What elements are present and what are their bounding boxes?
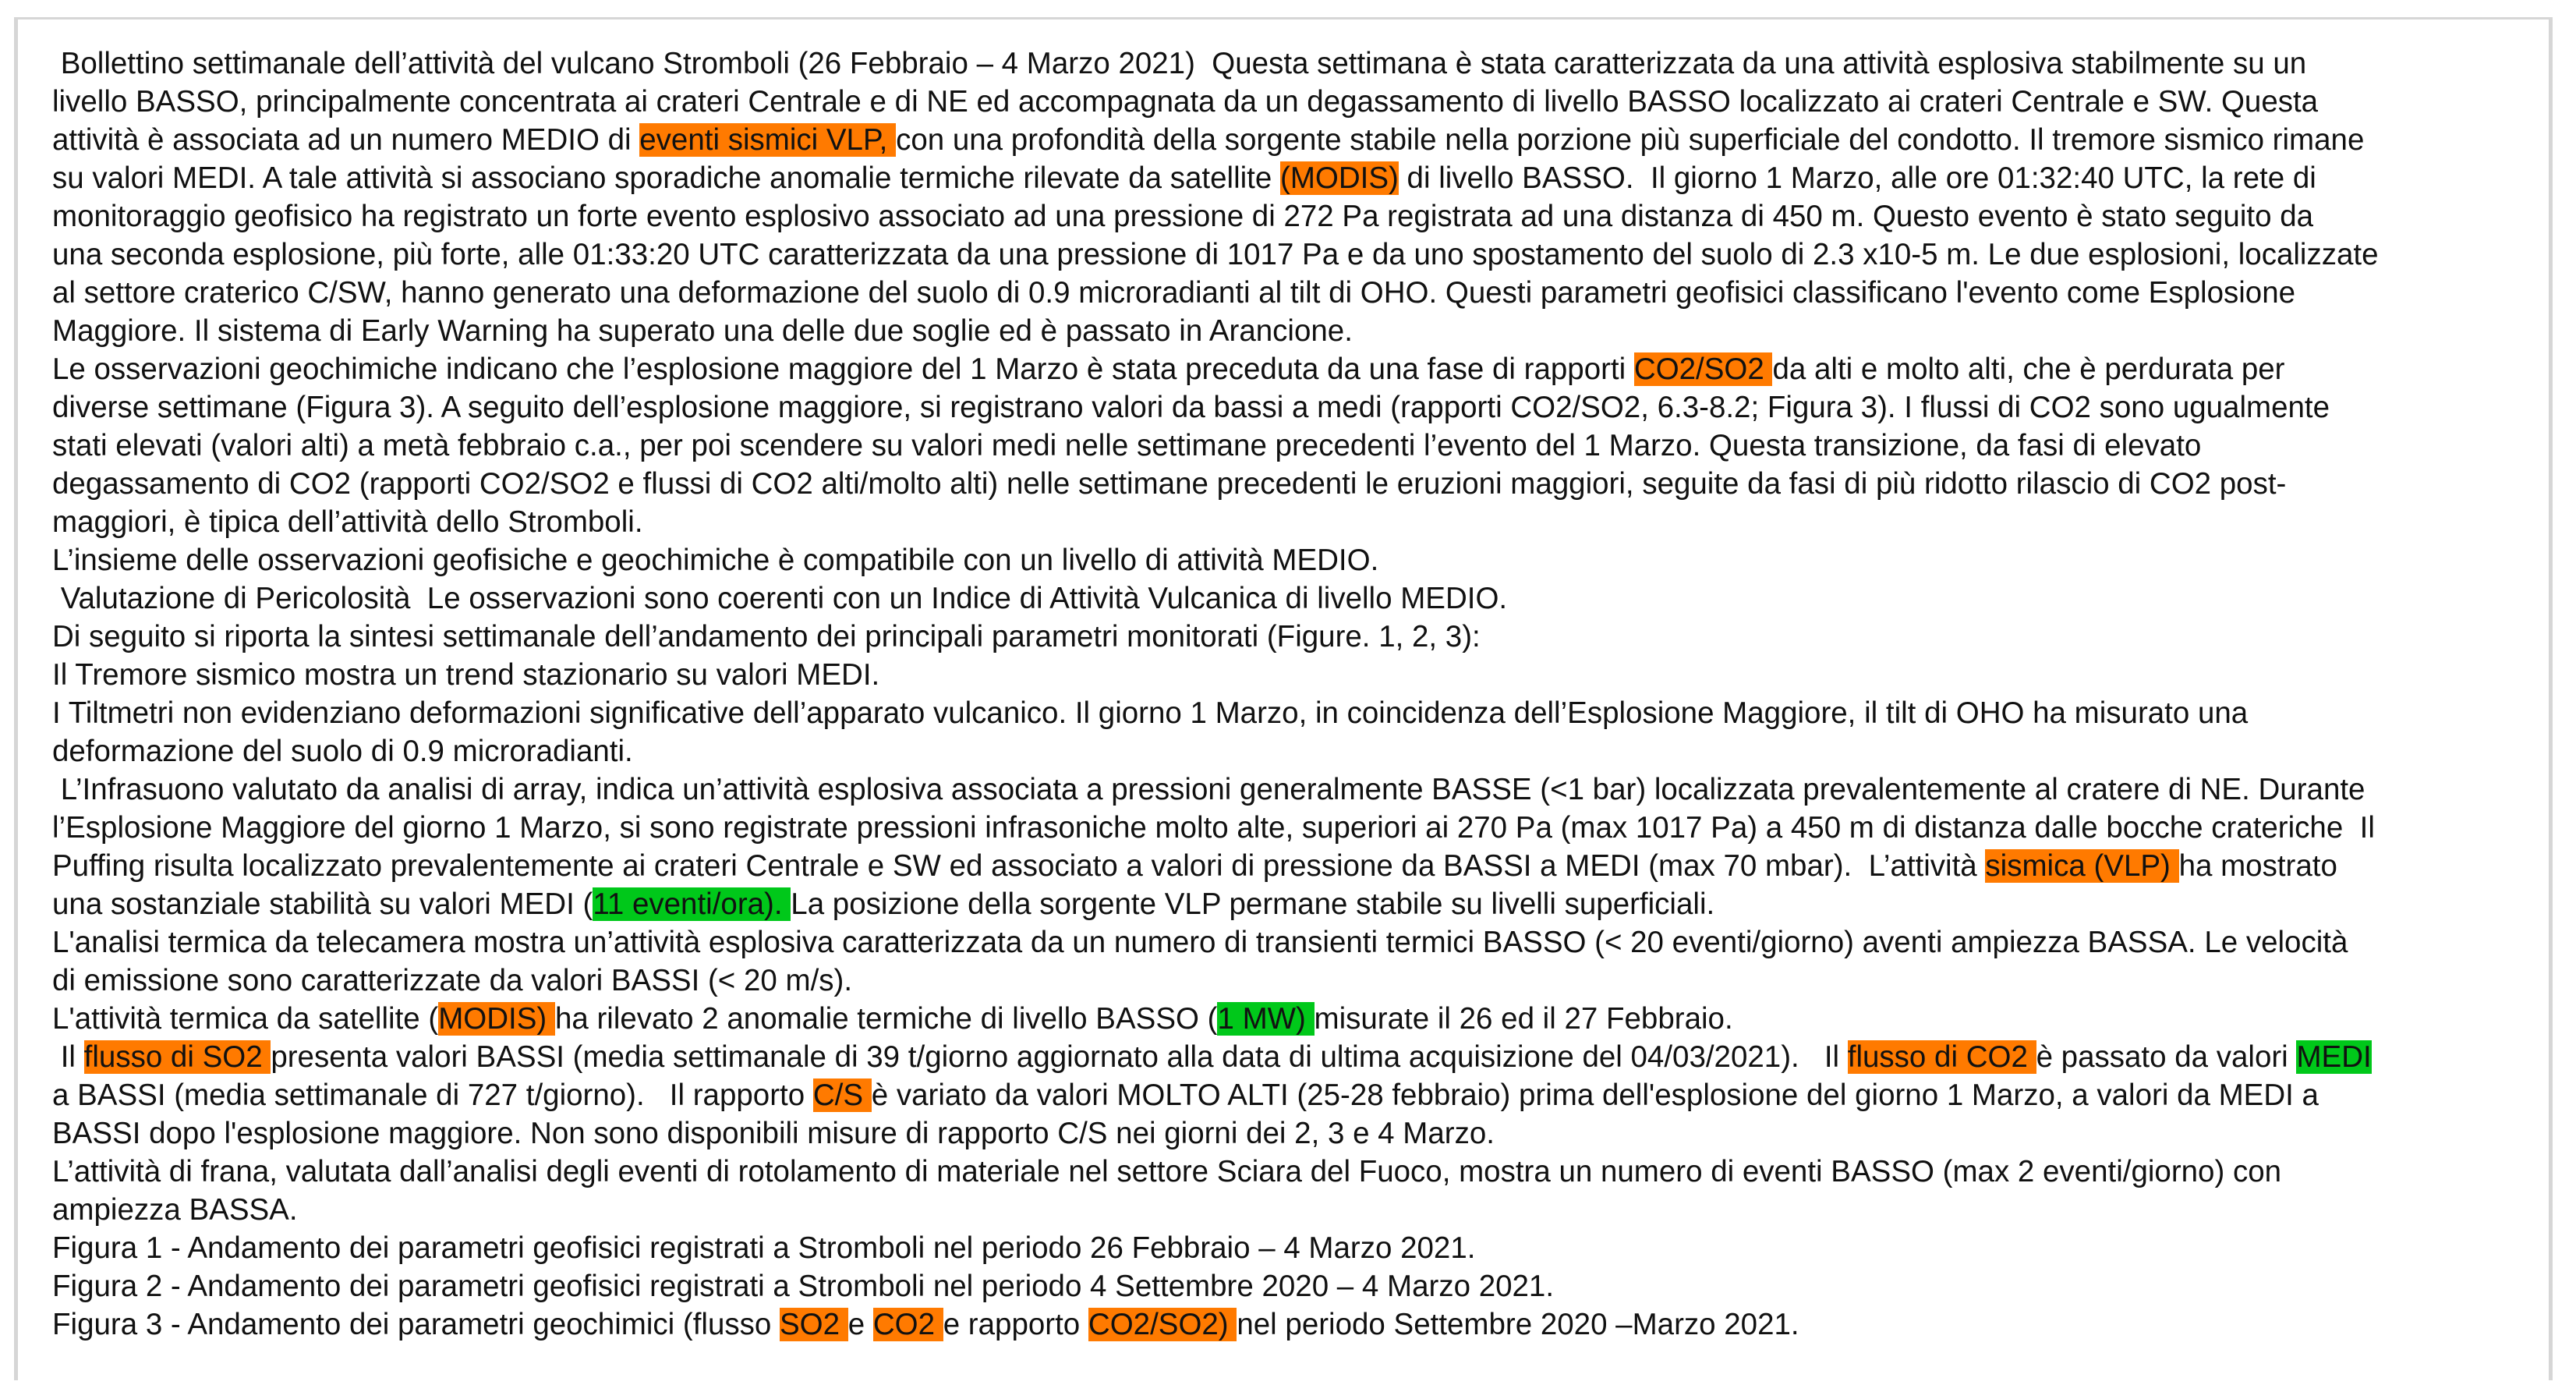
orange-highlight: MODIS) (438, 1002, 555, 1036)
text-line (52, 1229, 2379, 1267)
text-segment: L’attività di frana, valutata dall’analisi degli eventi di rotolamento di materiale nel settore Sciara del Fuoco, mostra un numero di eventi BASSO (max 2 eventi/giorno) con (52, 1155, 2282, 1188)
text-segment: Maggiore. Il sistema di Early Warning ha superato una delle due soglie ed è passato in Arancione. (52, 314, 1353, 348)
text-line (52, 388, 2379, 427)
text-line (52, 236, 2379, 274)
text-line (52, 1191, 2379, 1229)
text-segment: Figura 2 - Andamento dei parametri geofisici registrati a Stromboli nel periodo 4 Settembre 2020 – 4 Marzo 2021. (52, 1270, 1555, 1303)
orange-highlight: CO2 (872, 1308, 943, 1341)
text-segment: nel periodo Settembre 2020 –Marzo 2021. (1237, 1308, 1799, 1341)
text-segment: monitoraggio geofisico ha registrato un forte evento esplosivo associato ad una pressione di 272 Pa registrata ad una distanza di 450 m. Questo evento è stato seguito da (52, 200, 2314, 233)
text-segment: diverse settimane (Figura 3). A seguito dell’esplosione maggiore, si registrano valori da bassi a medi (rapporti CO2/SO2, 6.3-8.2; Figura 3). I flussi di CO2 sono ugualmente (52, 391, 2330, 424)
text-segment: deformazione del suolo di 0.9 microradianti. (52, 735, 633, 768)
green-highlight: 1 MW) (1217, 1002, 1315, 1036)
text-line (52, 732, 2379, 770)
text-segment: attività è associata ad un numero MEDIO di (52, 123, 640, 157)
text-segment: al settore craterico C/SW, hanno generato una deformazione del suolo di 0.9 microradianti al tilt di OHO. Questi parametri geofisici classificano l'evento come Esplosione (52, 276, 2296, 310)
orange-highlight: eventi sismici VLP, (639, 123, 897, 157)
text-segment: a BASSI (media settimanale di 727 t/giorno). Il rapporto (52, 1078, 813, 1112)
text-line (52, 1267, 2379, 1305)
text-line (52, 427, 2379, 465)
text-segment: ampiezza BASSA. (52, 1193, 298, 1227)
text-segment: L'analisi termica da telecamera mostra un’attività esplosiva caratterizzata da un numero di transienti termici BASSO (< 20 eventi/giorno) aventi ampiezza BASSA. Le velocità (52, 926, 2348, 959)
orange-highlight: sismica (VLP) (1985, 849, 2179, 883)
text-segment: di livello BASSO. Il giorno 1 Marzo, alle ore 01:32:40 UTC, la rete di (1398, 161, 2316, 195)
text-segment: L’insieme delle osservazioni geofisiche e geochimiche è compatibile con un livello di attività MEDIO. (52, 544, 1379, 577)
text-line (52, 1114, 2379, 1153)
text-line (52, 465, 2379, 503)
text-segment: stati elevati (valori alti) a metà febbraio c.a., per poi scendere su valori medi nelle settimane precedenti l’evento del 1 Marzo. Questa transizione, da fasi di elevato (52, 429, 2202, 462)
orange-highlight: CO2/SO2 (1633, 352, 1773, 386)
text-segment: ha rilevato 2 anomalie termiche di livello BASSO ( (554, 1002, 1218, 1036)
text-segment: Puffing risulta localizzato prevalentemente ai crateri Centrale e SW ed associato a valori di pressione da BASSI a MEDI (max 70 mbar). L’attività (52, 849, 1986, 883)
text-line (52, 44, 2379, 83)
text-line (52, 312, 2379, 350)
text-line (52, 923, 2379, 962)
text-line (52, 579, 2379, 618)
text-segment: L’Infrasuono valutato da analisi di array, indica un’attività esplosiva associata a pressioni generalmente BASSE (<1 bar) localizzata prevalentemente al cratere di NE. Durante (52, 773, 2365, 806)
text-line (52, 1153, 2379, 1191)
text-segment: Di seguito si riporta la sintesi settimanale dell’andamento dei principali parametri monitorati (Figure. 1, 2, 3): (52, 620, 1481, 653)
orange-highlight: C/S (812, 1078, 872, 1112)
text-line (52, 1076, 2379, 1114)
text-segment: da alti e molto alti, che è perdurata per (1772, 352, 2285, 386)
text-segment: con una profondità della sorgente stabile nella porzione più superficiale del condotto. Il tremore sismico rimane (896, 123, 2365, 157)
text-line (52, 656, 2379, 694)
text-line (52, 809, 2379, 847)
text-line (52, 541, 2379, 579)
text-segment: e (847, 1308, 873, 1341)
text-line (52, 503, 2379, 541)
text-line (52, 1038, 2379, 1076)
text-segment: ha mostrato (2178, 849, 2337, 883)
text-segment: Figura 3 - Andamento dei parametri geochimici (flusso (52, 1308, 780, 1341)
text-line (52, 1000, 2379, 1038)
text-segment: Valutazione di Pericolosità Le osservazioni sono coerenti con un Indice di Attività Vulcanica di livello MEDIO. (52, 582, 1508, 615)
text-line (52, 618, 2379, 656)
green-highlight: 11 eventi/ora). (593, 887, 791, 921)
text-line (52, 1305, 2379, 1344)
text-segment: Figura 1 - Andamento dei parametri geofisici registrati a Stromboli nel periodo 26 Febbraio – 4 Marzo 2021. (52, 1231, 1476, 1265)
text-line (52, 274, 2379, 312)
document-frame (14, 17, 2553, 1380)
text-line (52, 350, 2379, 388)
text-segment: è variato da valori MOLTO ALTI (25-28 febbraio) prima dell'esplosione del giorno 1 Marzo, a valori da MEDI a (871, 1078, 2319, 1112)
text-segment: di emissione sono caratterizzate da valori BASSI (< 20 m/s). (52, 964, 853, 997)
text-line (52, 159, 2379, 197)
text-segment: una seconda esplosione, più forte, alle 01:33:20 UTC caratterizzata da una pressione di 1017 Pa e da uno spostamento del suolo di 2.3 x10-5 m. Le due esplosioni, localizzate (52, 238, 2379, 271)
text-line (52, 847, 2379, 885)
text-segment: Le osservazioni geochimiche indicano che l’esplosione maggiore del 1 Marzo è stata preceduta da una fase di rapporti (52, 352, 1634, 386)
orange-highlight: CO2/SO2) (1088, 1308, 1237, 1341)
text-segment: degassamento di CO2 (rapporti CO2/SO2 e flussi di CO2 alti/molto alti) nelle settimane precedenti le eruzioni maggiori, seguite da fasi di più ridotto rilascio di CO2 post- (52, 467, 2287, 501)
green-highlight: MEDI (2296, 1040, 2372, 1074)
text-segment: una sostanziale stabilità su valori MEDI ( (52, 887, 593, 921)
text-line (52, 885, 2379, 923)
text-segment: Il Tremore sismico mostra un trend stazionario su valori MEDI. (52, 658, 880, 692)
orange-highlight: flusso di CO2 (1847, 1040, 2036, 1074)
text-segment: e rapporto (943, 1308, 1088, 1341)
text-segment: su valori MEDI. A tale attività si associano sporadiche anomalie termiche rilevate da satellite (52, 161, 1280, 195)
text-segment: misurate il 26 ed il 27 Febbraio. (1314, 1002, 1733, 1036)
orange-highlight: SO2 (780, 1308, 848, 1341)
text-line (52, 962, 2379, 1000)
text-segment: è passato da valori (2036, 1040, 2297, 1074)
text-segment: BASSI dopo l'esplosione maggiore. Non sono disponibili misure di rapporto C/S nei giorni dei 2, 3 e 4 Marzo. (52, 1117, 1495, 1150)
text-segment: I Tiltmetri non evidenziano deformazioni significative dell’apparato vulcanico. Il giorno 1 Marzo, in coincidenza dell’Esplosione Maggiore, il tilt di OHO ha misurato una (52, 696, 2249, 730)
text-segment: La posizione della sorgente VLP permane stabile su livelli superficiali. (791, 887, 1715, 921)
text-segment: presenta valori BASSI (media settimanale di 39 t/giorno aggiornato alla data di ultima acquisizione del 04/03/2021). Il (271, 1040, 1848, 1074)
text-line (52, 197, 2379, 236)
orange-highlight: flusso di SO2 (83, 1040, 271, 1074)
text-segment: Bollettino settimanale dell’attività del vulcano Stromboli (26 Febbraio – 4 Marzo 2021) Questa settimana è stata caratterizzata da una attività esplosiva stabilmente su un (52, 47, 2307, 80)
text-line (52, 121, 2379, 159)
text-segment: livello BASSO, principalmente concentrata ai crateri Centrale e di NE ed accompagnata da un degassamento di livello BASSO localizzato ai crateri Centrale e SW. Questa (52, 85, 2319, 119)
text-segment: l’Esplosione Maggiore del giorno 1 Marzo, si sono registrate pressioni infrasoniche molto alte, superiori ai 270 Pa (max 1017 Pa) a 450 m di distanza dalle bocche crateriche Il (52, 811, 2375, 845)
text-line (52, 770, 2379, 809)
orange-highlight: (MODIS) (1280, 161, 1399, 195)
text-line (52, 694, 2379, 732)
text-segment: maggiori, è tipica dell’attività dello Stromboli. (52, 505, 643, 539)
text-segment: Il (52, 1040, 84, 1074)
text-segment: L'attività termica da satellite ( (52, 1002, 439, 1036)
text-line (52, 83, 2379, 121)
bulletin-text[interactable] (52, 44, 2379, 1344)
